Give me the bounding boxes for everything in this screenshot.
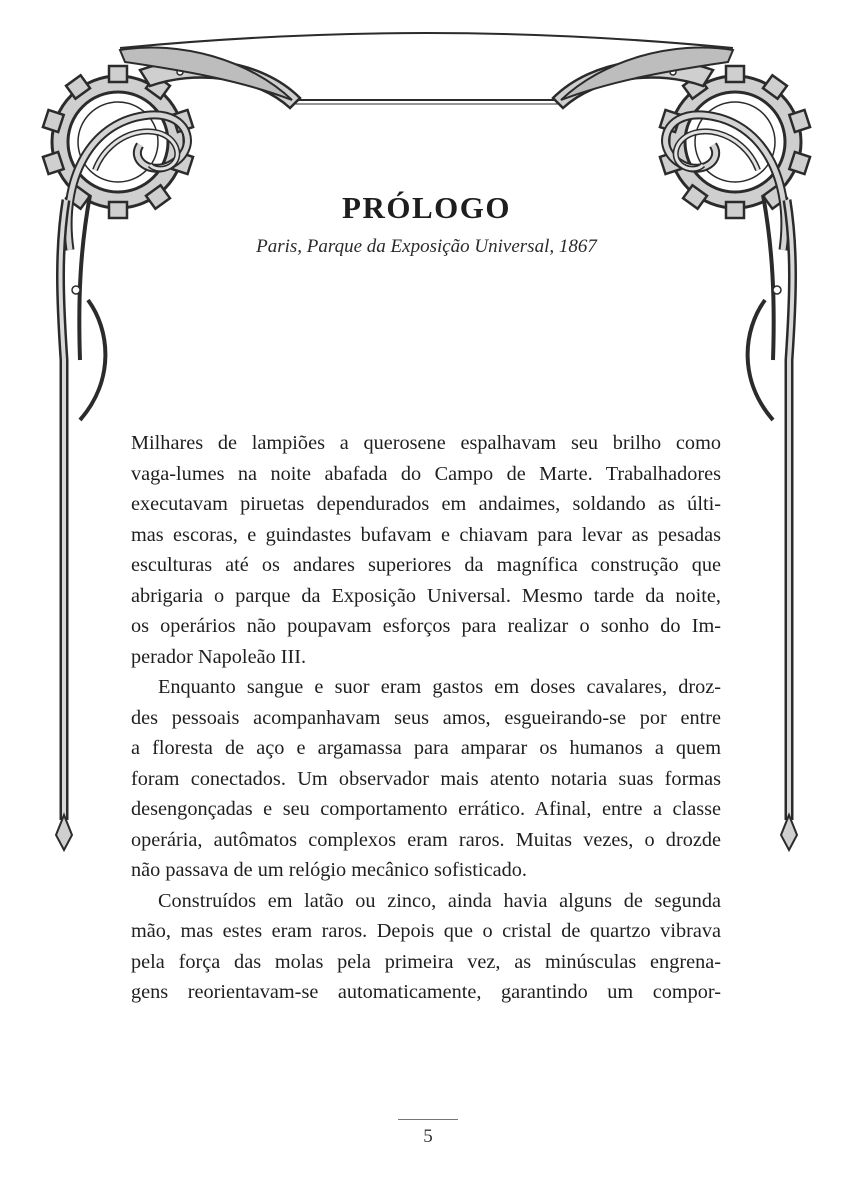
text-line: operária, autômatos complexos eram raros. Muitas vezes, o drozde (131, 828, 721, 851)
text-line: foram conectados. Um observador mais atento notaria suas formas (131, 767, 721, 790)
paragraph (131, 672, 721, 886)
paragraph (131, 886, 721, 1008)
footer-rule (398, 1119, 458, 1120)
text-line: pela força das molas pela primeira vez, as minúsculas engrena- (131, 950, 721, 973)
text-line: Construídos em latão ou zinco, ainda havia alguns de segunda (158, 889, 721, 912)
text-line: Milhares de lampiões a querosene espalhavam seu brilho como (131, 432, 721, 454)
text-line: esculturas até os andares superiores da magnífica construção que (131, 554, 721, 576)
chapter-title: PRÓLOGO (342, 190, 511, 225)
text-line: a floresta de aço e argamassa para amparar os humanos a quem (131, 737, 721, 759)
page-number: 5 (423, 1126, 433, 1147)
text-line: os operários não poupavam esforços para realizar o sonho do Im- (131, 615, 721, 637)
text-line: abrigaria o parque da Exposição Universal. Mesmo tarde da noite, (131, 584, 721, 607)
chapter-subtitle: Paris, Parque da Exposição Universal, 1867 (256, 236, 597, 257)
text-line: mão, mas estes eram raros. Depois que o cristal de quartzo vibrava (131, 920, 721, 942)
text-line: perador Napoleão III. (131, 645, 307, 668)
text-line: vaga-lumes na noite abafada do Campo de Marte. Trabalhadores (131, 462, 721, 485)
text-line: desengonçadas e seu comportamento errático. Afinal, entre a classe (131, 798, 721, 820)
text-line: não passava de um relógio mecânico sofisticado. (131, 859, 527, 881)
paragraph (131, 428, 721, 672)
text-line: gens reorientavam-se automaticamente, garantindo um compor- (131, 981, 721, 1003)
body-text (131, 428, 721, 1008)
text-line: des pessoais acompanhavam seus amos, esgueirando-se por entre (131, 706, 721, 729)
text-line: Enquanto sangue e suor eram gastos em doses cavalares, droz- (158, 676, 721, 698)
text-line: executavam piruetas dependurados em andaimes, soldando as últi- (131, 493, 721, 515)
text-line: mas escoras, e guindastes bufavam e chiavam para levar as pesadas (131, 523, 721, 546)
